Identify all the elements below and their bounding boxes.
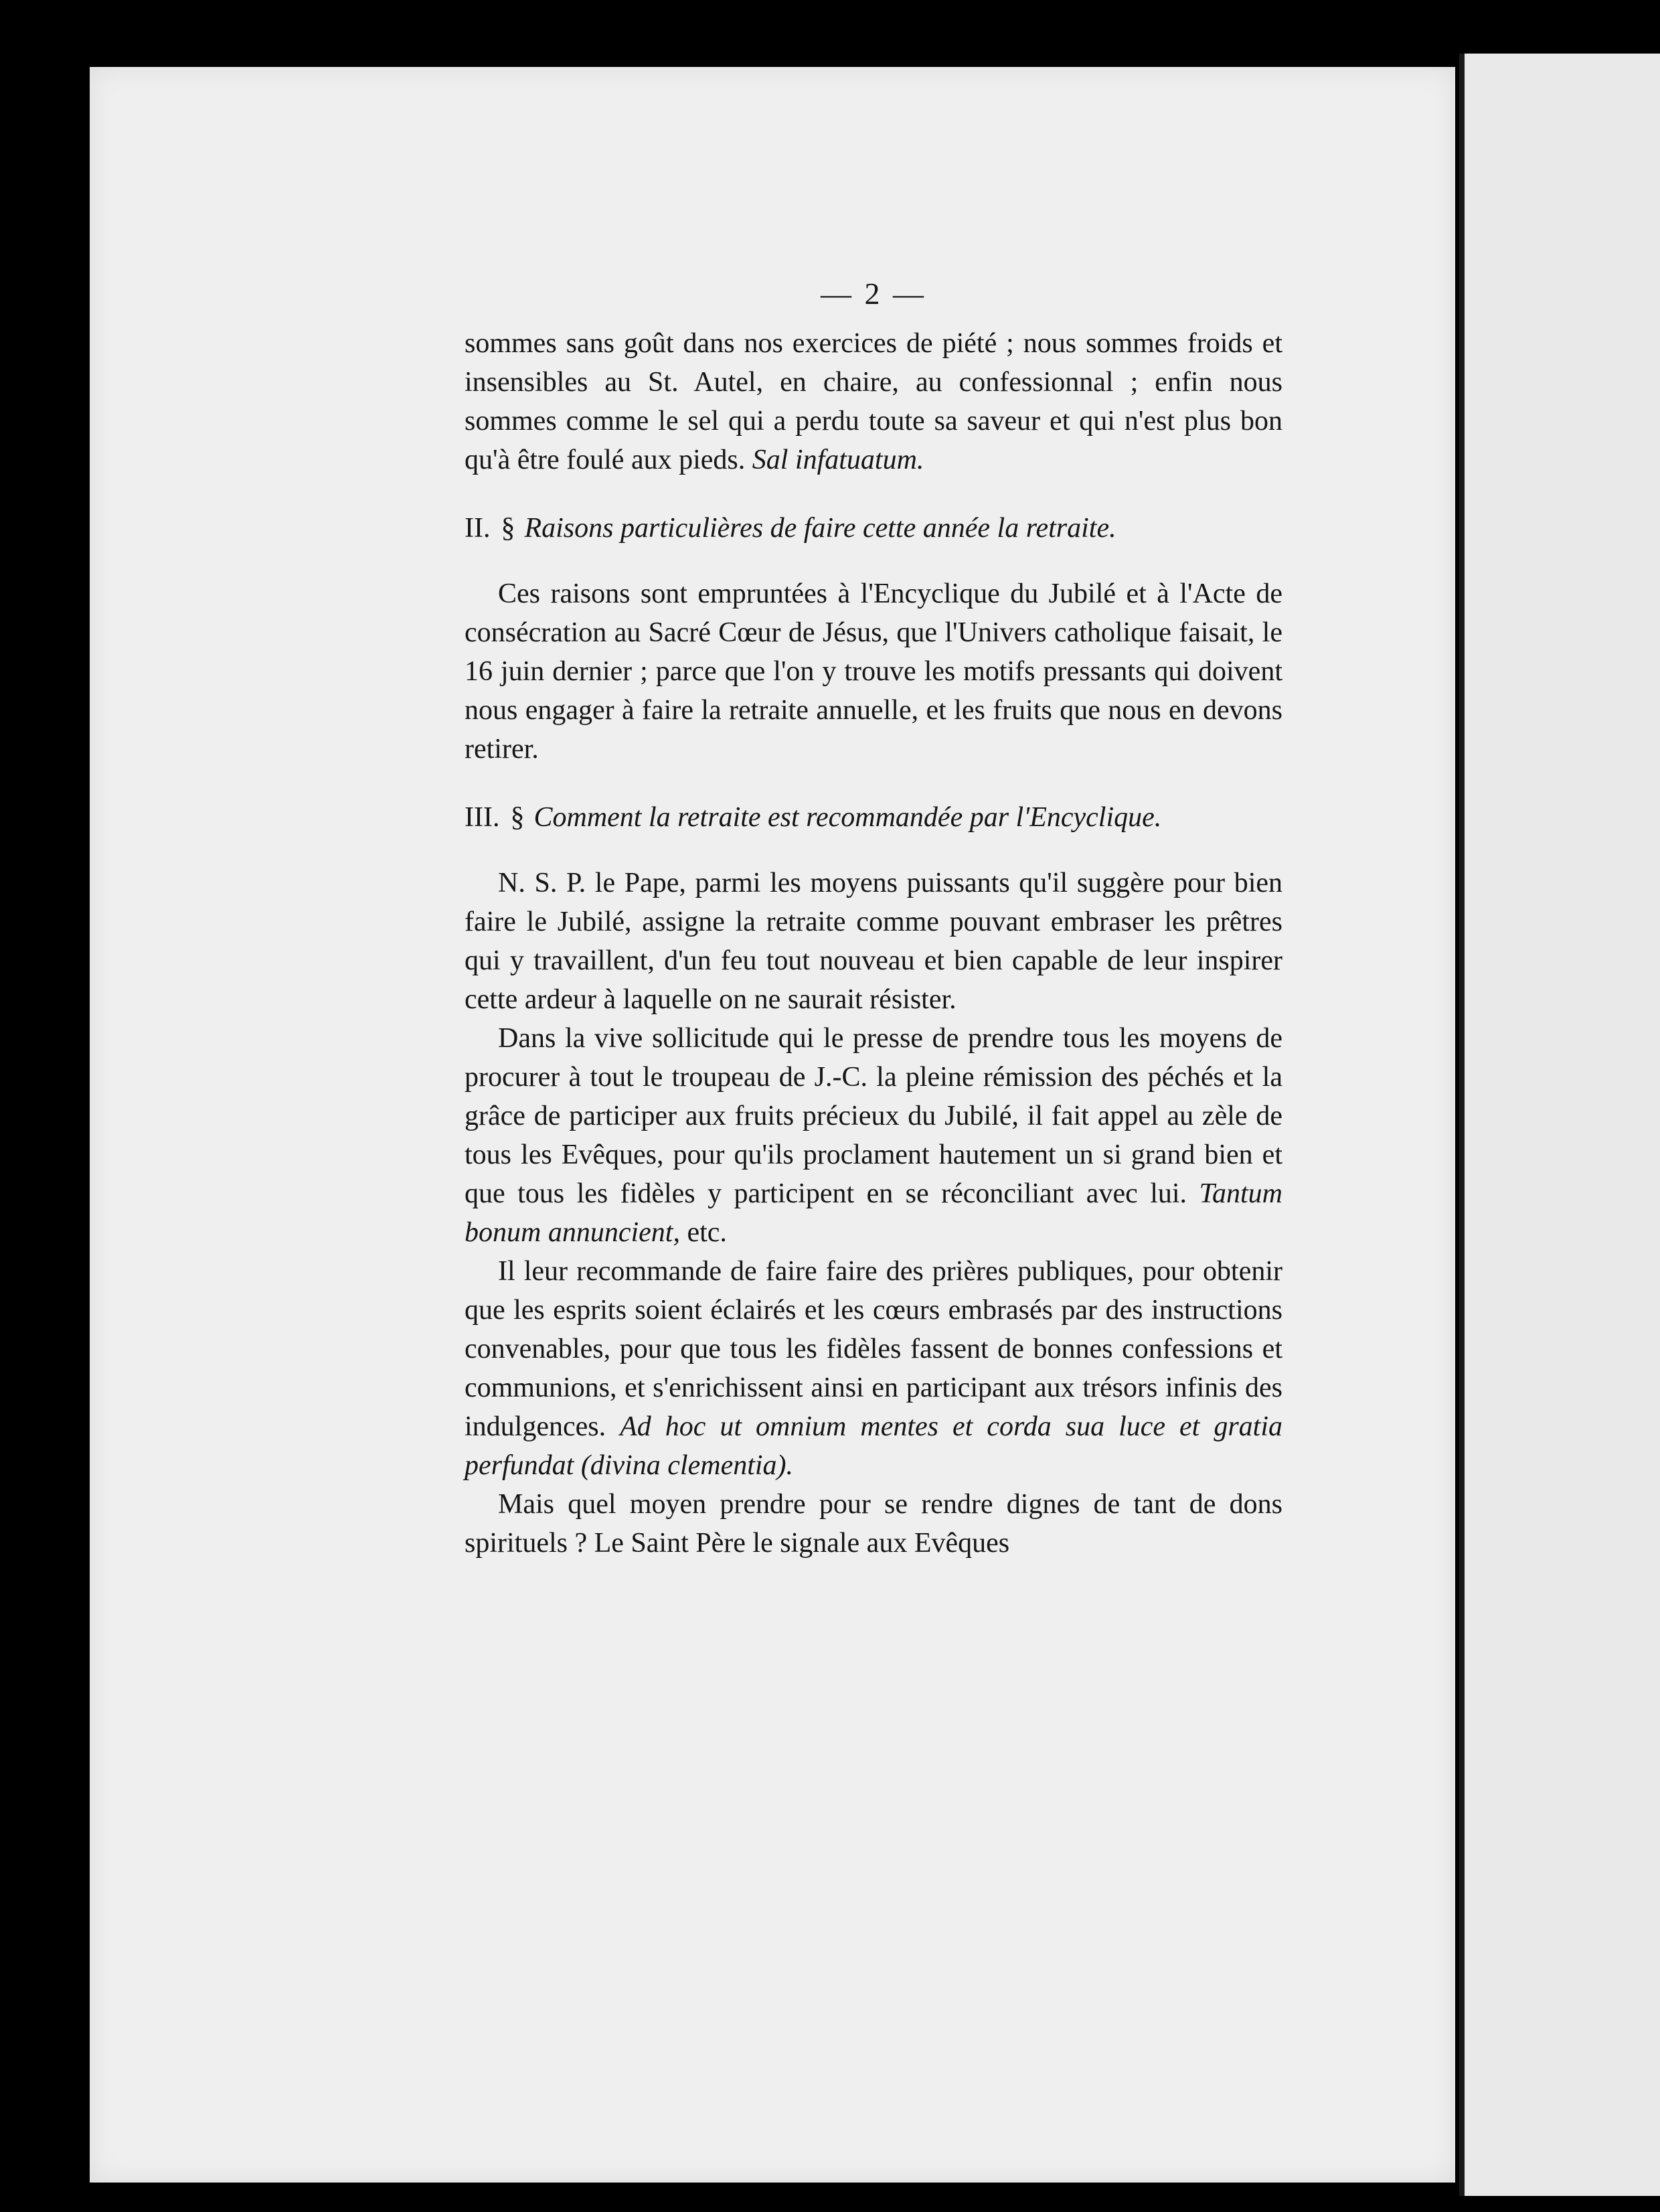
page-content [465,274,1282,1563]
paragraph: N. S. P. le Pape, parmi les moyens puissants qu'il suggère pour bien faire le Jubilé, assigne la retraite comme pouvant embraser les prêtres qui y travaillent, d'un feu tout nouveau et bien capable de leur inspirer cette ardeur à laquelle on ne saurait résister. [465,868,1282,1015]
section-number: III. [465,802,500,833]
latin-quote: Tantum bonum annuncient, [465,1178,1282,1248]
paragraph: Ces raisons sont empruntées à l'Encyclique du Jubilé et à l'Acte de consécration au Sacré Cœur de Jésus, que l'Univers catholique faisait, le 16 juin dernier ; parce que l'on y trouve les motifs pressants qui doivent nous engager à faire la retraite annuelle, et les fruits que nous en devons retirer. [465,578,1282,765]
section-heading-2 [465,509,1282,548]
paragraph-text: Dans la vive sollicitude qui le presse de prendre tous les moyens de procurer à tout le troupeau de J.-C. la pleine rémission des péchés et la grâce de participer aux fruits précieux du Jubilé, il fait appel au zèle de tous les Evêques, pour qu'ils proclament hautement un si grand bien et que tous les fidèles y participent en se réconciliant avec lui. [465,1023,1282,1209]
section-heading-3 [465,798,1282,837]
paragraph-tail: etc. [679,1217,727,1248]
latin-quote: Sal infatuatum. [752,445,924,475]
paragraph-continued [465,324,1282,479]
section-title: Comment la retraite est recommandée par l'Encyclique. [533,802,1162,833]
paragraph [465,1019,1282,1252]
section-sign: § [510,802,525,833]
paragraph-text: Il leur recommande de faire faire des prières publiques, pour obtenir que les esprits soient éclairés et les cœurs embrasés par des instructions convenables, pour que tous les fidèles fassent de bonnes confessions et communions, et s'enrichissent ainsi en participant aux trésors infinis des indulgences. [465,1256,1282,1442]
section-number: II. [465,513,491,544]
paragraph-text: sommes sans goût dans nos exercices de piété ; nous sommes froids et insensibles au St. Autel, en chaire, au confessionnal ; enfin nous sommes comme le sel qui a perdu toute sa saveur et qui n'est plus bon qu'à être foulé aux pieds. [465,328,1282,475]
page-gutter [1459,54,1465,2196]
section-sign: § [501,513,515,544]
adjacent-page [1459,54,1660,2196]
section-title: Raisons particulières de faire cette année la retraite. [524,513,1116,544]
paragraph [465,1252,1282,1485]
paragraph: Mais quel moyen prendre pour se rendre dignes de tant de dons spirituels ? Le Saint Père le signale aux Evêques [465,1489,1282,1559]
page-number: — 2 — [821,276,926,311]
latin-quote: Ad hoc ut omnium mentes et corda sua luce et gratia perfundat (divina clementia). [465,1411,1283,1481]
